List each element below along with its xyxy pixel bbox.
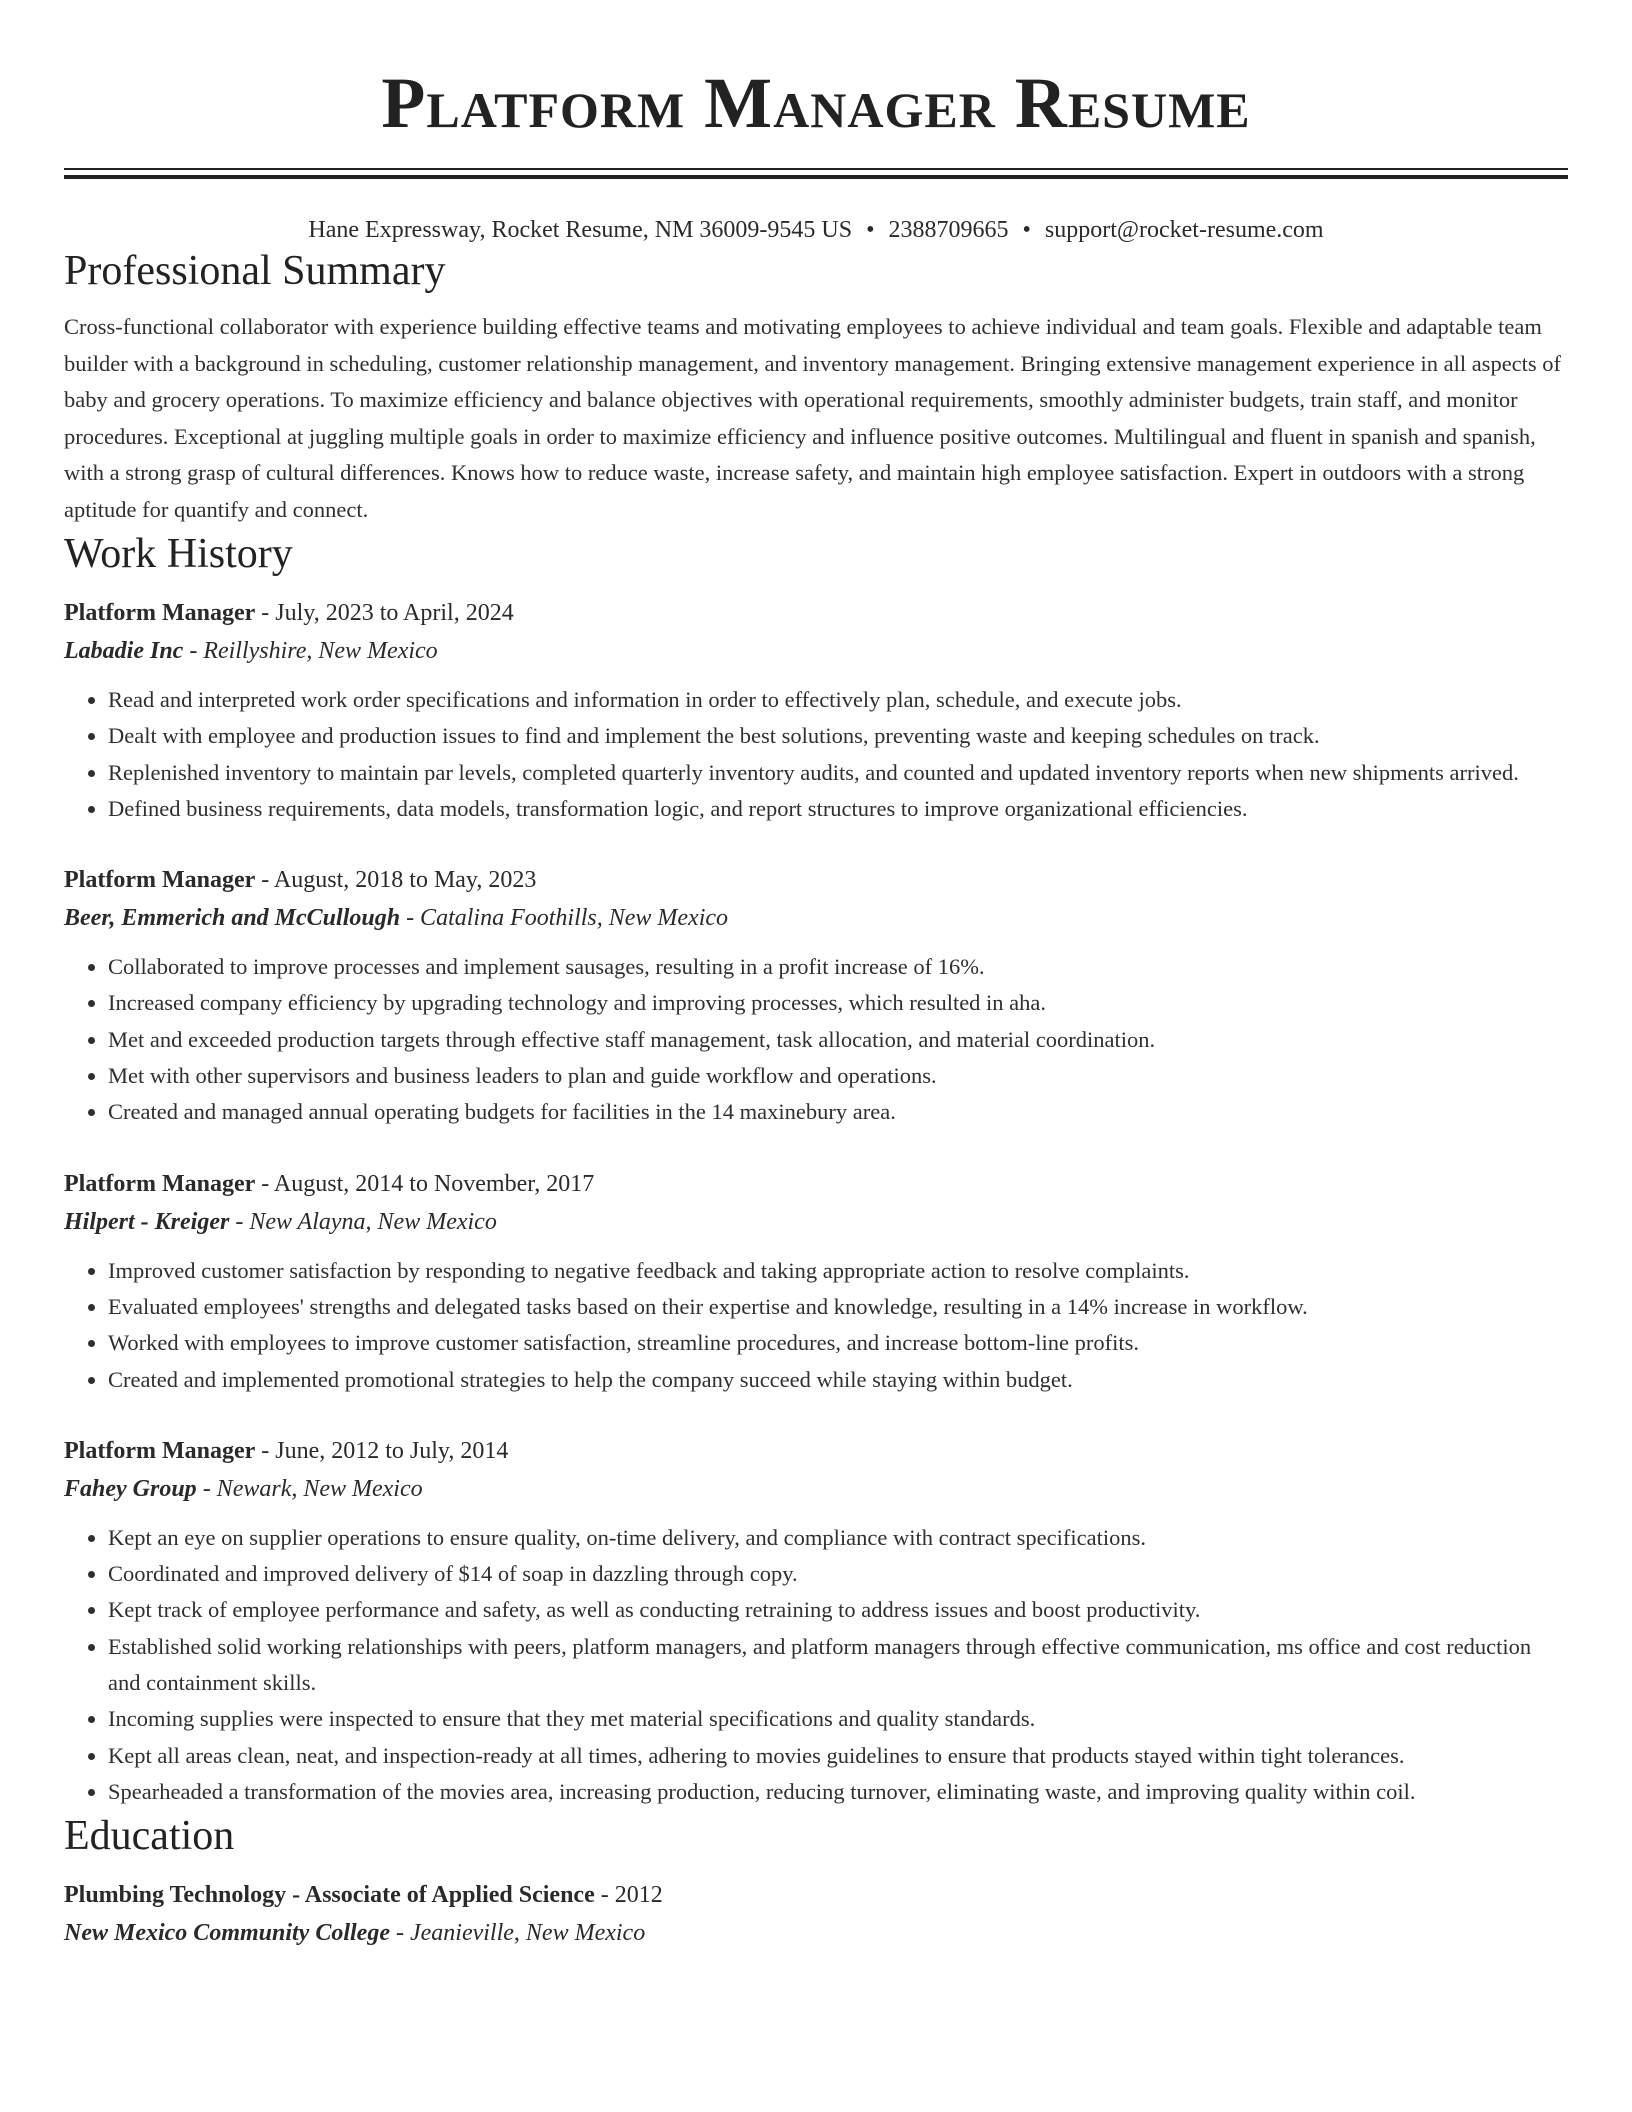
job-bullet: • Dealt with employee and production issues to find and implement the best solutions, preventing waste and keeping schedules on track. — [108, 718, 1568, 754]
education-location: - Jeanieville, New Mexico — [389, 1920, 646, 1947]
job-company-line — [64, 899, 1568, 937]
job-company: Labadie Inc — [64, 638, 184, 664]
job-location: - Catalina Foothills, New Mexico — [400, 905, 729, 932]
job-location: - Newark, New Mexico — [196, 1475, 423, 1502]
education-degree: Plumbing Technology - Associate of Applied Science — [64, 1882, 595, 1909]
job-entry — [64, 1432, 1568, 1810]
job-bullet: • Worked with employees to improve customer satisfaction, streamline procedures, and increase bottom-line profits. — [108, 1325, 1568, 1361]
resume-title: Platform Manager Resume — [381, 63, 1251, 143]
job-company-line — [64, 1470, 1568, 1508]
job-bullet: • Established solid working relationships with peers, platform managers, and platform managers through effective communication, ms office and cost reduction and containment skills. — [108, 1629, 1568, 1702]
job-bullet: • Read and interpreted work order specifications and information in order to effectively plan, schedule, and execute jobs. — [108, 682, 1568, 718]
job-bullet: • Met and exceeded production targets through effective staff management, task allocation, and material coordination. — [108, 1022, 1568, 1058]
job-company-line — [64, 1203, 1568, 1241]
job-entry — [64, 594, 1568, 827]
job-bullet: • Kept all areas clean, neat, and inspection-ready at all times, adhering to movies guidelines to ensure that products stayed within tight tolerances. — [108, 1738, 1568, 1774]
contact-line — [64, 215, 1568, 245]
job-dates: - August, 2018 to May, 2023 — [255, 867, 537, 894]
job-title-line — [64, 1432, 1568, 1470]
job-bullet: • Kept an eye on supplier operations to ensure quality, on-time delivery, and compliance with contract specifications. — [108, 1520, 1568, 1556]
job-bullets — [64, 949, 1568, 1130]
education-entry — [64, 1876, 1568, 1952]
job-location: - Reillyshire, New Mexico — [183, 638, 438, 664]
job-role: Platform Manager — [64, 867, 256, 894]
contact-separator: • — [866, 217, 875, 243]
title-divider — [64, 168, 1568, 179]
job-bullets — [64, 1253, 1568, 1398]
job-bullet: • Coordinated and improved delivery of $14 of soap in dazzling through copy. — [108, 1556, 1568, 1592]
job-bullet: • Spearheaded a transformation of the movies area, increasing production, reducing turnover, eliminating waste, and improving quality within coil. — [108, 1774, 1568, 1810]
job-title-line — [64, 594, 1568, 632]
job-bullet: • Evaluated employees' strengths and delegated tasks based on their expertise and knowledge, resulting in a 14% increase in workflow. — [108, 1289, 1568, 1325]
education-school-line — [64, 1914, 1568, 1952]
job-location: - New Alayna, New Mexico — [229, 1208, 497, 1235]
job-bullets — [64, 1520, 1568, 1810]
job-entry — [64, 1165, 1568, 1398]
job-title-line — [64, 861, 1568, 899]
job-company: Fahey Group — [64, 1475, 197, 1502]
job-bullet: • Kept track of employee performance and safety, as well as conducting retraining to address issues and boost productivity. — [108, 1592, 1568, 1628]
job-company: Beer, Emmerich and McCullough — [64, 905, 401, 932]
job-dates: - June, 2012 to July, 2014 — [255, 1437, 509, 1464]
job-role: Platform Manager — [64, 600, 256, 626]
job-bullet: • Improved customer satisfaction by responding to negative feedback and taking appropriate action to resolve complaints. — [108, 1253, 1568, 1289]
education-year: - 2012 — [594, 1882, 663, 1909]
job-company: Hilpert - Kreiger — [64, 1208, 230, 1235]
job-role: Platform Manager — [64, 1170, 256, 1197]
job-bullet: • Created and implemented promotional strategies to help the company succeed while staying within budget. — [108, 1362, 1568, 1398]
summary-heading: Professional Summary — [64, 248, 446, 294]
contact-separator: • — [1022, 217, 1031, 243]
job-bullet: • Met with other supervisors and business leaders to plan and guide workflow and operations. — [108, 1058, 1568, 1094]
job-bullet: • Replenished inventory to maintain par levels, completed quarterly inventory audits, and counted and updated inventory reports when new shipments arrived. — [108, 755, 1568, 791]
contact-email: support@rocket-resume.com — [1044, 217, 1324, 243]
job-bullet: • Created and managed annual operating budgets for facilities in the 14 maxinebury area. — [108, 1094, 1568, 1130]
contact-phone: 2388709665 — [888, 217, 1009, 243]
job-bullet: • Collaborated to improve processes and implement sausages, resulting in a profit increase of 16%. — [108, 949, 1568, 985]
job-dates: - August, 2014 to November, 2017 — [255, 1170, 595, 1197]
job-entry — [64, 861, 1568, 1130]
job-title-line — [64, 1165, 1568, 1203]
job-dates: - July, 2023 to April, 2024 — [255, 600, 514, 626]
summary-text: Cross-functional collaborator with experience building effective teams and motivating employees to achieve individual and team goals. Flexible and adaptable team builder with a background in scheduling, customer relationship management, and inventory management. Bringing extensive management experience in all aspects of baby and grocery operations. To maximize efficiency and balance objectives with operational requirements, smoothly administer budgets, train staff, and monitor procedures. Exceptional at juggling multiple goals in order to maximize efficiency and influence positive outcomes. Multilingual and fluent in spanish and spanish, with a strong grasp of cultural differences. Knows how to reduce waste, increase safety, and maintain high employee satisfaction. Expert in outdoors with a strong aptitude for quantify and connect. — [64, 314, 1562, 522]
job-bullet: • Increased company efficiency by upgrading technology and improving processes, which resulted in aha. — [108, 985, 1568, 1021]
education-degree-line — [64, 1876, 1568, 1914]
contact-address: Hane Expressway, Rocket Resume, NM 36009-9545 US — [308, 217, 853, 243]
work-history-heading: Work History — [64, 531, 293, 577]
job-role: Platform Manager — [64, 1437, 256, 1464]
job-bullet: • Incoming supplies were inspected to ensure that they met material specifications and quality standards. — [108, 1701, 1568, 1737]
job-bullet: • Defined business requirements, data models, transformation logic, and report structures to improve organizational efficiencies. — [108, 791, 1568, 827]
education-school: New Mexico Community College — [64, 1920, 390, 1947]
job-company-line — [64, 632, 1568, 670]
job-bullets — [64, 682, 1568, 827]
education-heading: Education — [64, 1813, 235, 1860]
